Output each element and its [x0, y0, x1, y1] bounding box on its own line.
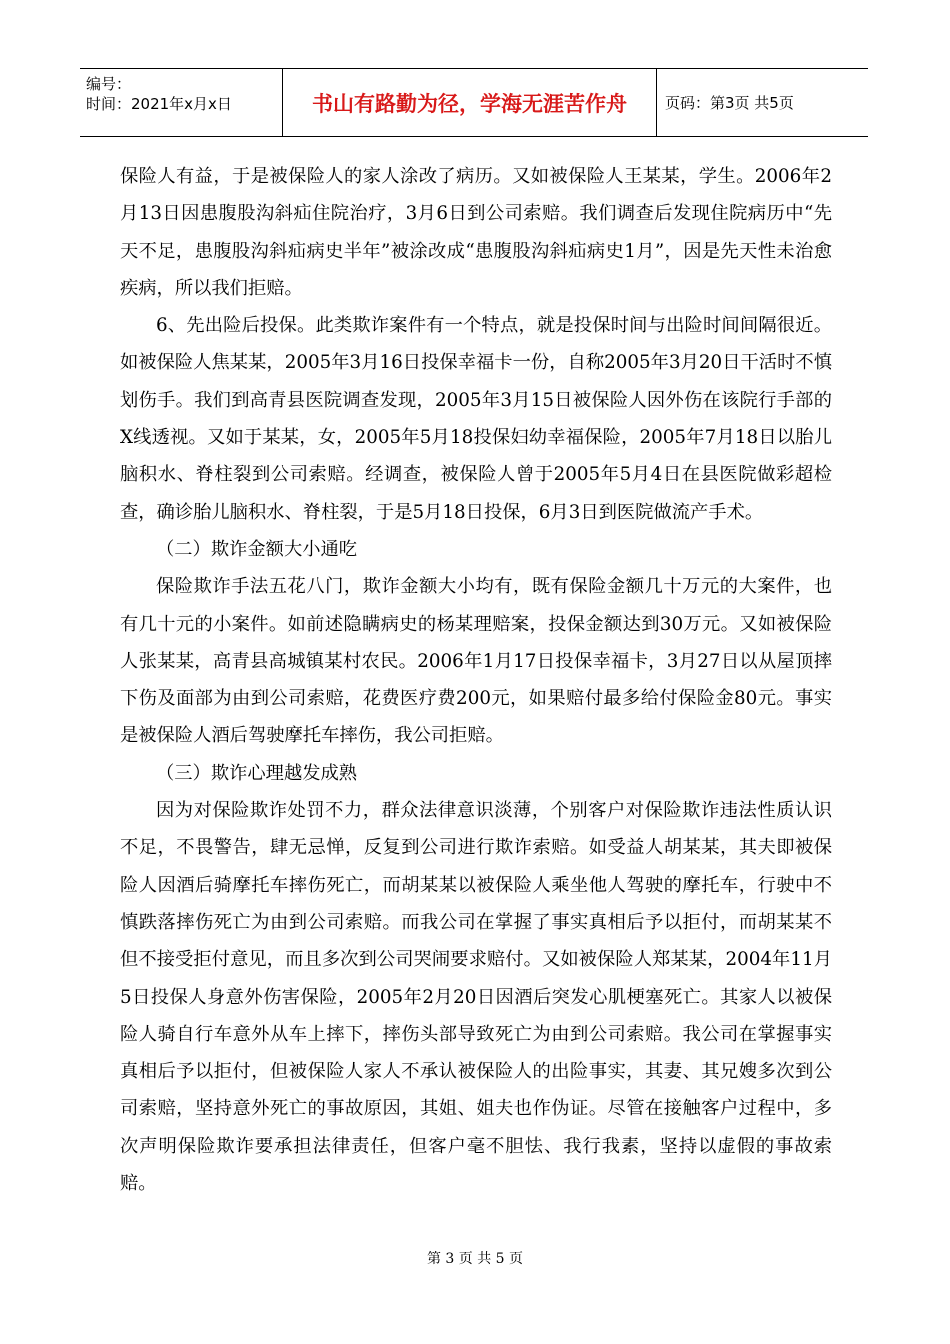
paragraph: 因为对保险欺诈处罚不力，群众法律意识淡薄，个别客户对保险欺诈违法性质认识不足，不畏警告，肆无忌惮，反复到公司进行欺诈索赔。如受益人胡某某，其夫即被保险人因酒后骑摩托车摔伤死亡，而胡某某以被保险人乘坐他人驾驶的摩托车，行驶中不慎跌落摔伤死亡为由到公司索赔。而我公司在掌握了事实真相后予以拒付，而胡某某不但不接受拒付意见，而且多次到公司哭闹要求赔付。又如被保险人郑某某，2004年11月5日投保人身意外伤害保险，2005年2月20日因酒后突发心肌梗塞死亡。其家人以被保险人骑自行车意外从车上摔下，摔伤头部导致死亡为由到公司索赔。我公司在掌握事实真相后予以拒付，但被保险人家人不承认被保险人的出险事实，其妻、其兄嫂多次到公司索赔，坚持意外死亡的事故原因，其姐、姐夫也作伪证。尽管在接触客户过程中，多次声明保险欺诈要承担法律责任，但客户毫不胆怯、我行我素，坚持以虚假的事故索赔。 [120, 800, 832, 1195]
section-heading: （二）欺诈金额大小通吃 [156, 538, 358, 560]
header-meta [80, 69, 283, 136]
paragraph: 保险欺诈手法五花八门，欺诈金额大小均有，既有保险金额几十万元的大案件，也有几十元的小案件。如前述隐瞒病史的杨某理赔案，投保金额达到30万元。又如被保险人张某某，高青县高城镇某村农民。2006年1月17日投保幸福卡，3月27日以从屋顶摔下伤及面部为由到公司索赔，花费医疗费200元，如果赔付最多给付保险金80元。事实是被保险人酒后驾驶摩托车摔伤，我公司拒赔。 [120, 576, 832, 747]
section-heading: （三）欺诈心理越发成熟 [156, 762, 358, 784]
page-footer: 第 3 页 共 5 页 [426, 1251, 524, 1267]
header-motto: 书山有路勤为径，学海无涯苦作舟 [283, 69, 657, 136]
paragraph: 保险人有益，于是被保险人的家人涂改了病历。又如被保险人王某某，学生。2006年2月13日因患腹股沟斜疝住院治疗，3月6日到公司索赔。我们调查后发现住院病历中“先天不足，患腹股沟斜疝病史半年”被涂改成“患腹股沟斜疝病史1月”，因是先天性未治愈疾病，所以我们拒赔。 [120, 166, 832, 299]
page-header [80, 68, 868, 137]
document-number: 编号： [86, 75, 132, 93]
paragraph: 6、先出险后投保。此类欺诈案件有一个特点，就是投保时间与出险时间间隔很近。如被保险人焦某某，2005年3月16日投保幸福卡一份，自称2005年3月20日干活时不慎划伤手。我们到高青县医院调查发现，2005年3月15日被保险人因外伤在该院行手部的X线透视。又如于某某，女，2005年5月18投保妇幼幸福保险，2005年7月18日以胎儿脑积水、脊柱裂到公司索赔。经调查，被保险人曾于2005年5月4日在县医院做彩超检查，确诊胎儿脑积水、脊柱裂，于是5月18日投保，6月3日到医院做流产手术。 [120, 315, 832, 523]
header-page-number: 页码：第3页 共5页 [665, 94, 794, 112]
document-date: 时间：2021年x月x日 [86, 95, 232, 113]
document-body [120, 158, 832, 1202]
